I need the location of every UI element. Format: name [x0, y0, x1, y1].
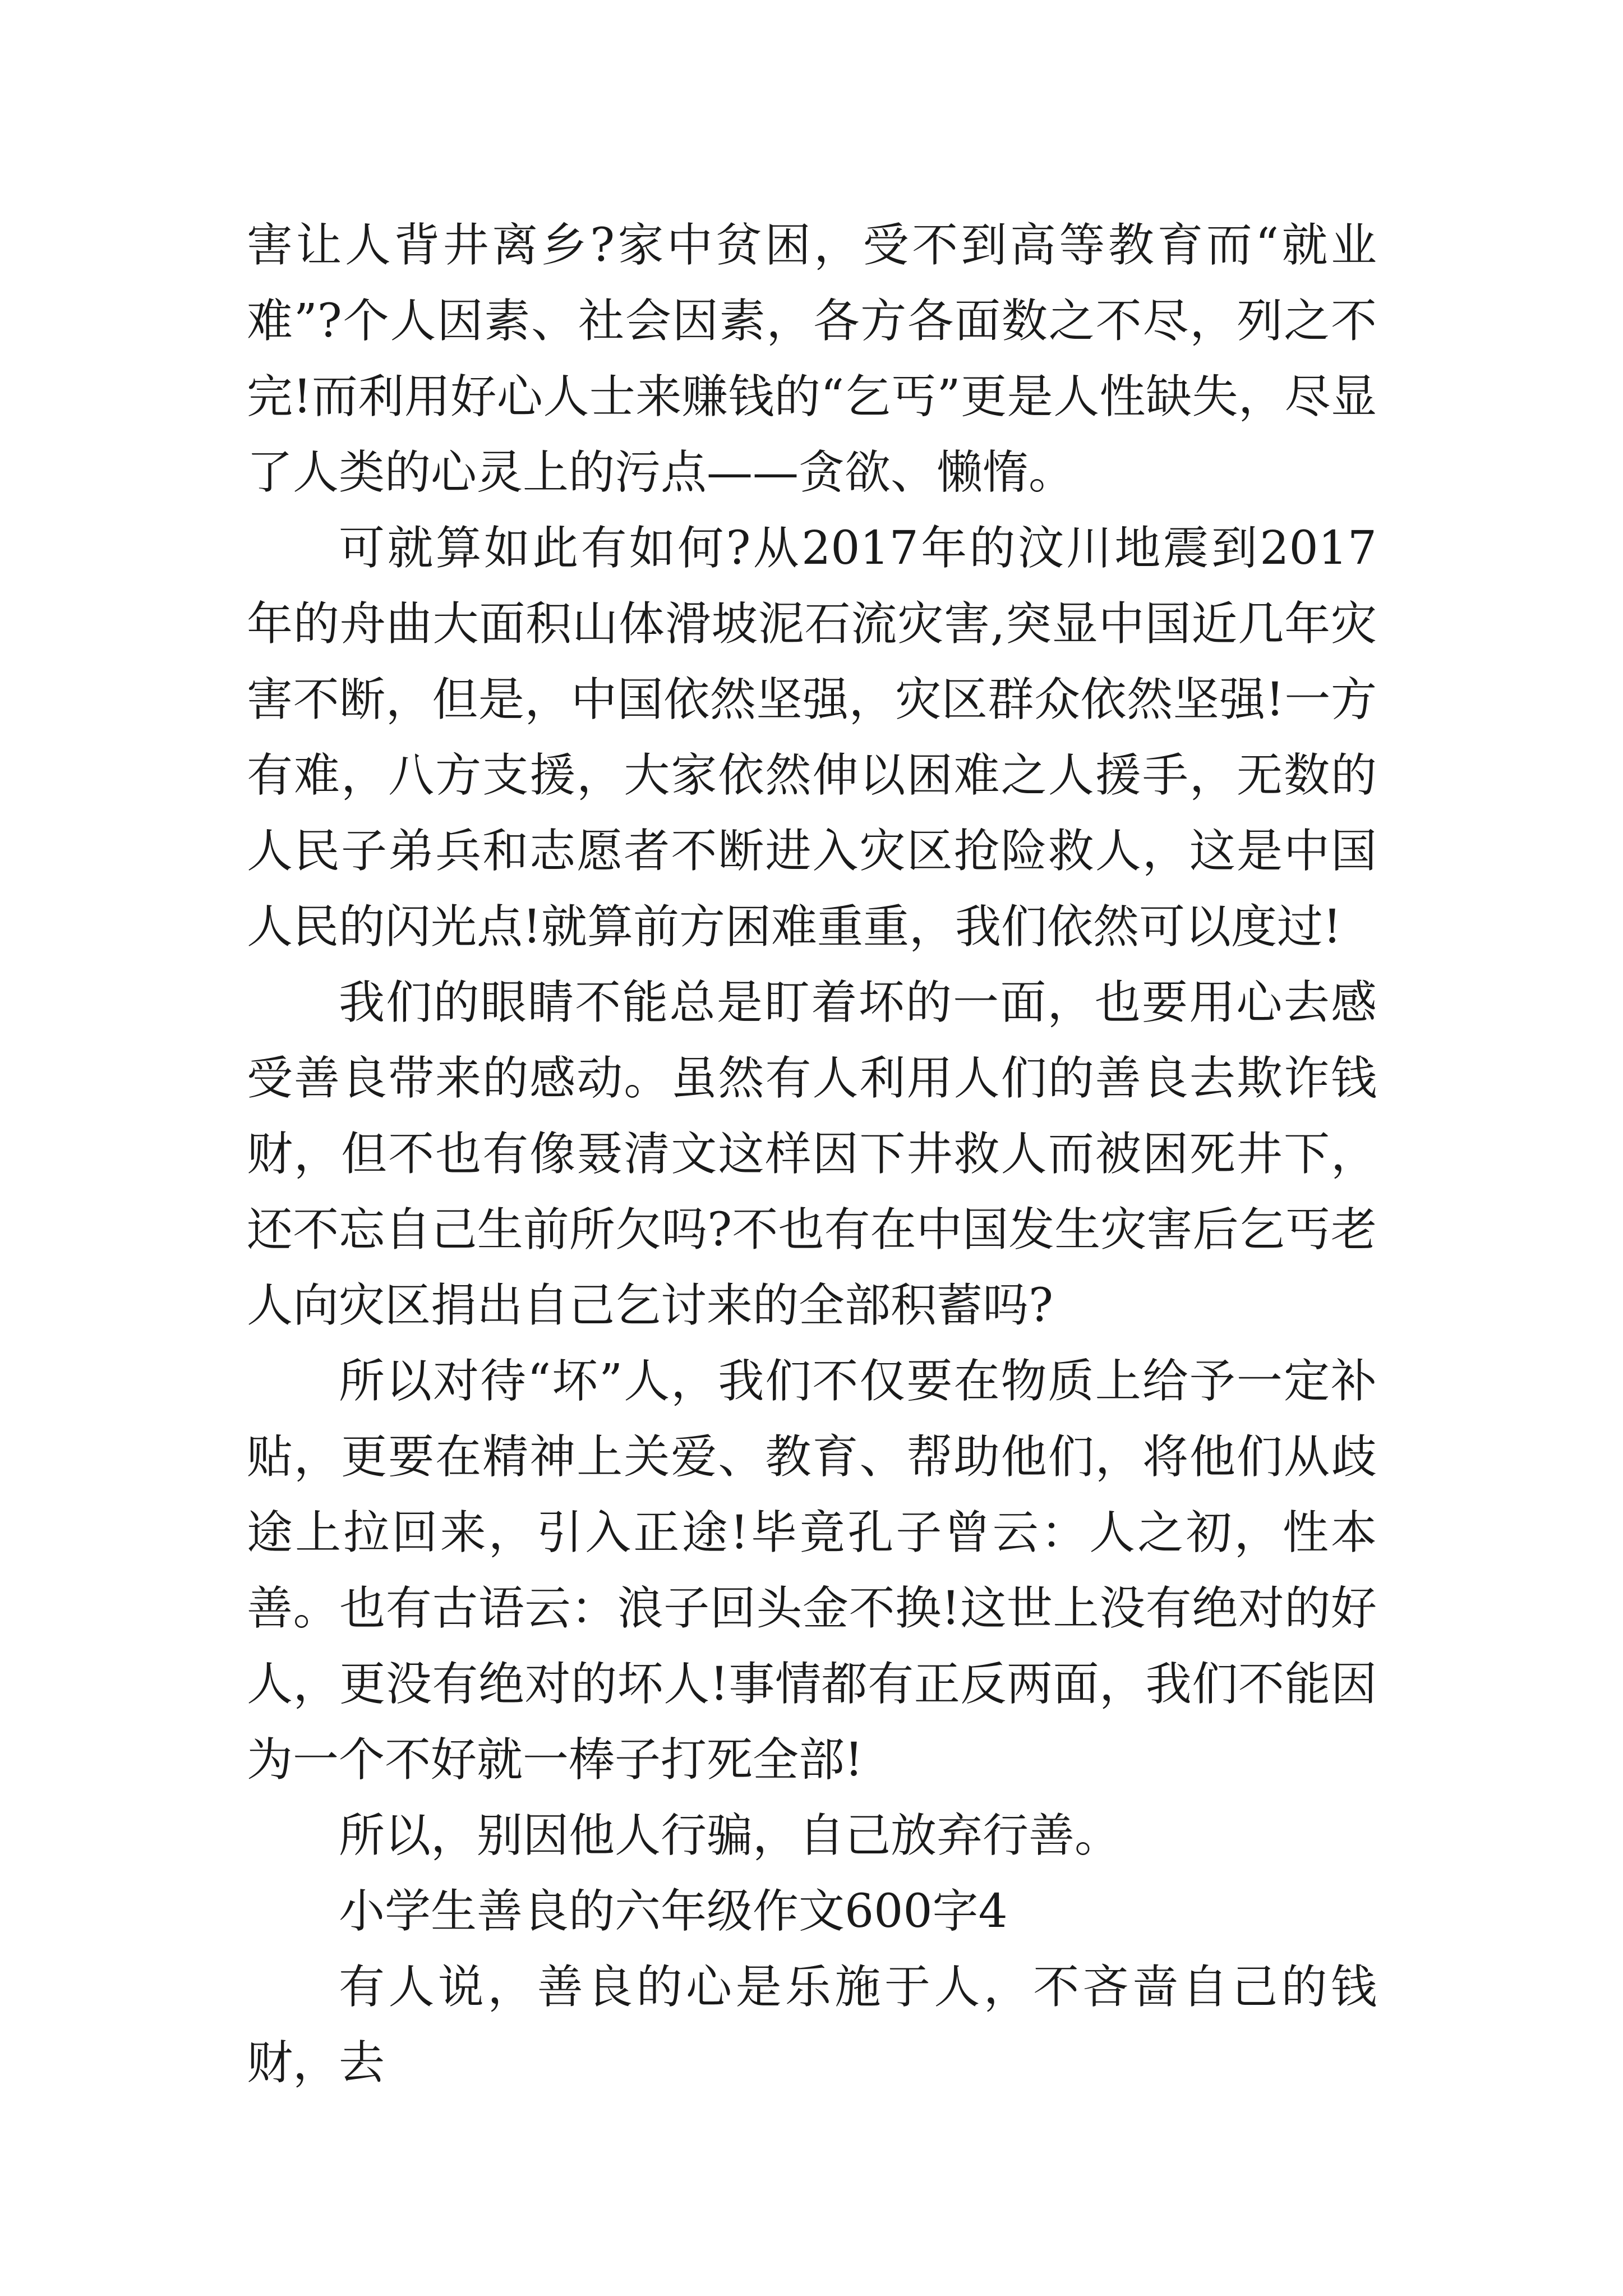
section-heading: 小学生善良的六年级作文600字4 [339, 1885, 1008, 1938]
document-body [247, 208, 1377, 2101]
paragraph-5: 所以，别因他人行骗，自己放弃行善。 [339, 1809, 1121, 1862]
paragraph-2: 可就算如此有如何?从2017年的汶川地震到2017年的舟曲大面积山体滑坡泥石流灾害,突显中国近几年灾害不断，但是，中国依然坚强，灾区群众依然坚强!一方有难，八方支援，大家依然伸以困难之人援手，无数的人民子弟兵和志愿者不断进入灾区抢险救人，这是中国人民的闪光点!就算前方困难重重，我们依然可以度过! [247, 522, 1377, 954]
paragraph-3: 我们的眼睛不能总是盯着坏的一面，也要用心去感受善良带来的感动。虽然有人利用人们的善良去欺诈钱财，但不也有像聂清文这样因下井救人而被困死井下，还不忘自己生前所欠吗?不也有在中国发生灾害后乞丐老人向灾区捐出自己乞讨来的全部积蓄吗? [247, 976, 1377, 1332]
paragraph-7: 有人说，善良的心是乐施于人，不吝啬自己的钱财，去 [247, 1961, 1377, 2090]
paragraph-4: 所以对待“坏”人，我们不仅要在物质上给予一定补贴，更要在精神上关爱、教育、帮助他们，将他们从歧途上拉回来，引入正途!毕竟孔子曾云：人之初，性本善。也有古语云：浪子回头金不换!这世上没有绝对的好人，更没有绝对的坏人!事情都有正反两面，我们不能因为一个不好就一棒子打死全部! [247, 1355, 1377, 1787]
paragraph-1: 害让人背井离乡?家中贫困，受不到高等教育而“就业难”?个人因素、社会因素，各方各面数之不尽，列之不完!而利用好心人士来赚钱的“乞丐”更是人性缺失，尽显了人类的心灵上的污点——贪欲、懒惰。 [247, 219, 1377, 499]
